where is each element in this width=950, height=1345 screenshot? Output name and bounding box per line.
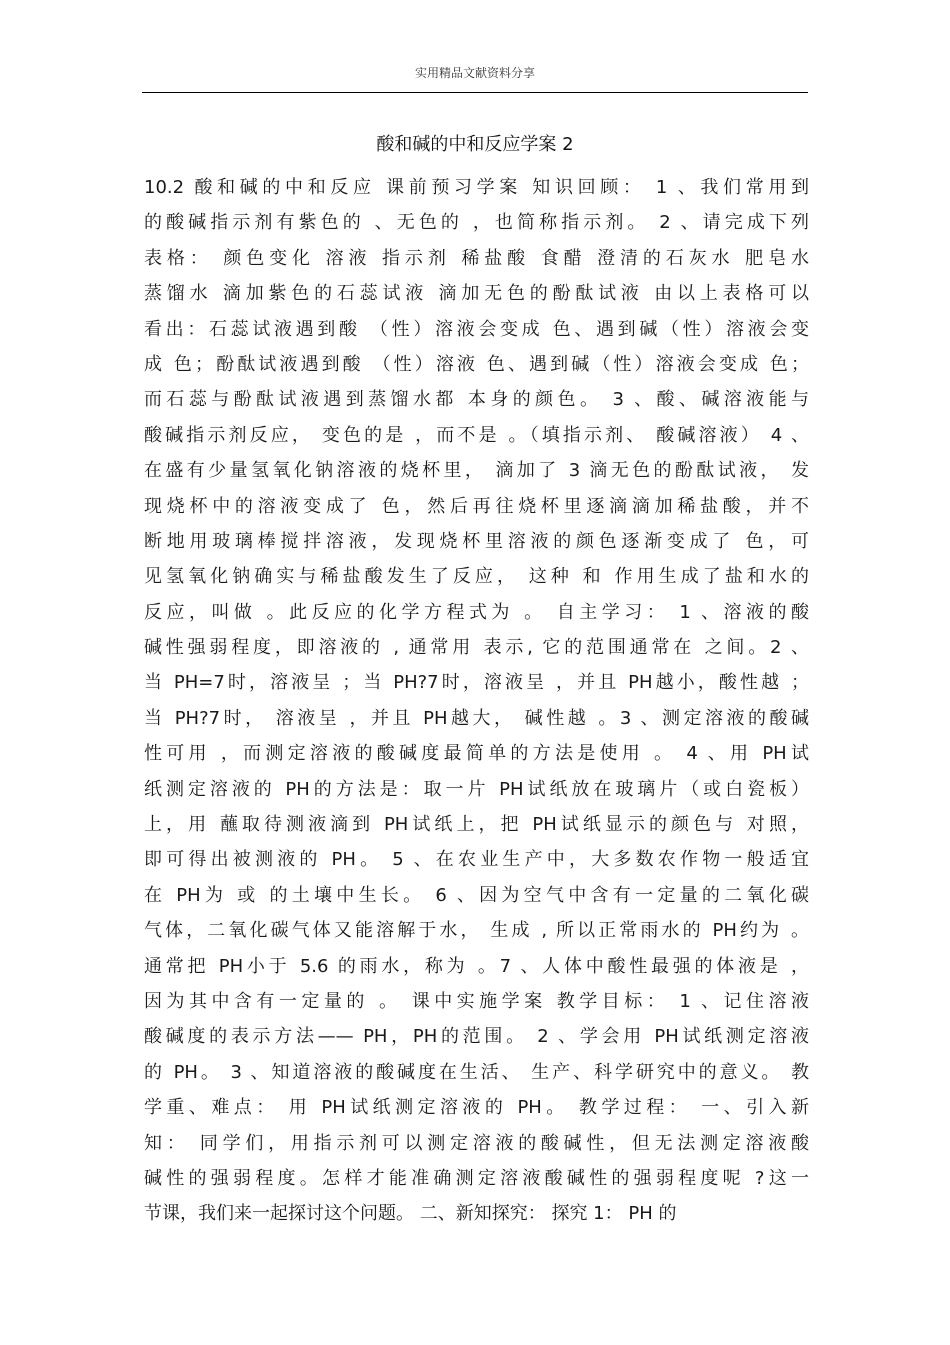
body-line: 反应，叫做 。此反应的化学方程式为 。 自主学习： 1 、溶液的酸 — [144, 601, 809, 623]
document-title: 酸和碱的中和反应学案 2 — [376, 134, 574, 155]
page-header: 实用精品文献资料分享 — [414, 66, 535, 80]
body-line: 而石蕊与酚酞试液遇到蒸馏水都 本身的颜色。 3 、酸、碱溶液能与 — [144, 389, 809, 411]
body-line: 断地用玻璃棒搅拌溶液，发现烧杯里溶液的颜色逐渐变成了 色，可 — [144, 530, 809, 552]
body-line: 气体，二氧化碳气体又能溶解于水， 生成 , 所以正常雨水的 PH约为 。 — [144, 920, 809, 942]
body-line: 上，用 蘸取待测液滴到 PH试纸上，把 PH试纸显示的颜色与 对照， — [144, 814, 809, 836]
body-line: 即可得出被测液的 PH。 5 、在农业生产中，大多数农作物一般适宜 — [144, 849, 809, 871]
body-line: 表格： 颜色变化 溶液 指示剂 稀盐酸 食醋 澄清的石灰水 肥皂水 — [144, 247, 809, 269]
body-line: 碱性的强弱程度。怎样才能准确测定溶液酸碱性的强弱程度呢 ?这一 — [144, 1167, 809, 1189]
body-line: 成 色；酚酞试液遇到酸 （性）溶液 色、遇到碱（性）溶液会变成 色； — [144, 353, 809, 375]
body-line: 的 PH。 3 、知道溶液的酸碱度在生活、 生产、科学研究中的意义。 教 — [144, 1061, 809, 1083]
body-line: 酸碱指示剂反应， 变色的是 ，而不是 。（填指示剂、 酸碱溶液） 4 、 — [144, 424, 809, 446]
body-line: 当 PH?7时， 溶液呈 ，并且 PH越大， 碱性越 。3 、测定溶液的酸碱 — [144, 707, 809, 729]
body-line: 当 PH=7时，溶液呈 ；当 PH?7时，溶液呈 ，并且 PH越小，酸性越 ； — [144, 672, 809, 694]
body-line: 看出：石蕊试液遇到酸 （性）溶液会变成 色、遇到碱（性）溶液会变 — [144, 318, 809, 340]
body-line: 酸碱度的表示方法—— PH，PH的范围。 2 、学会用 PH试纸测定溶液 — [144, 1026, 809, 1048]
body-line: 纸测定溶液的 PH的方法是：取一片 PH试纸放在玻璃片（或白瓷板） — [144, 778, 809, 800]
body-line: 现烧杯中的溶液变成了 色，然后再往烧杯里逐滴滴加稀盐酸，并不 — [144, 495, 809, 517]
body-line: 的酸碱指示剂有紫色的 、无色的 ，也简称指示剂。 2 、请完成下列 — [144, 212, 809, 234]
body-line: 因为其中含有一定量的 。 课中实施学案 教学目标： 1 、记住溶液 — [144, 990, 809, 1012]
body-line: 碱性强弱程度，即溶液的 , 通常用 表示, 它的范围通常在 之间。2 、 — [144, 637, 809, 659]
body-line: 通常把 PH小于 5.6 的雨水，称为 。7 、人体中酸性最强的体液是 ， — [144, 955, 809, 977]
body-line: 在 PH为 或 的土壤中生长。 6 、因为空气中含有一定量的二氧化碳 — [144, 884, 809, 906]
header-divider — [142, 92, 808, 93]
document-body — [144, 170, 809, 1232]
body-line: 知： 同学们，用指示剂可以测定溶液的酸碱性，但无法测定溶液酸 — [144, 1132, 809, 1154]
body-line: 在盛有少量氢氧化钠溶液的烧杯里， 滴加了 3 滴无色的酚酞试液， 发 — [144, 460, 809, 482]
body-line: 蒸馏水 滴加紫色的石蕊试液 滴加无色的酚酞试液 由以上表格可以 — [144, 283, 809, 305]
body-line: 学重、难点： 用 PH试纸测定溶液的 PH。 教学过程： 一、引入新 — [144, 1097, 809, 1119]
body-line: 见氢氧化钠确实与稀盐酸发生了反应， 这种 和 作用生成了盐和水的 — [144, 566, 809, 588]
body-line: 节课，我们来一起探讨这个问题。 二、新知探究： 探究 1： PH 的 — [144, 1203, 677, 1225]
body-line: 性可用 ，而测定溶液的酸碱度最简单的方法是使用 。 4 、用 PH试 — [144, 743, 809, 765]
body-line: 10.2 酸和碱的中和反应 课前预习学案 知识回顾： 1 、我们常用到 — [144, 177, 809, 198]
